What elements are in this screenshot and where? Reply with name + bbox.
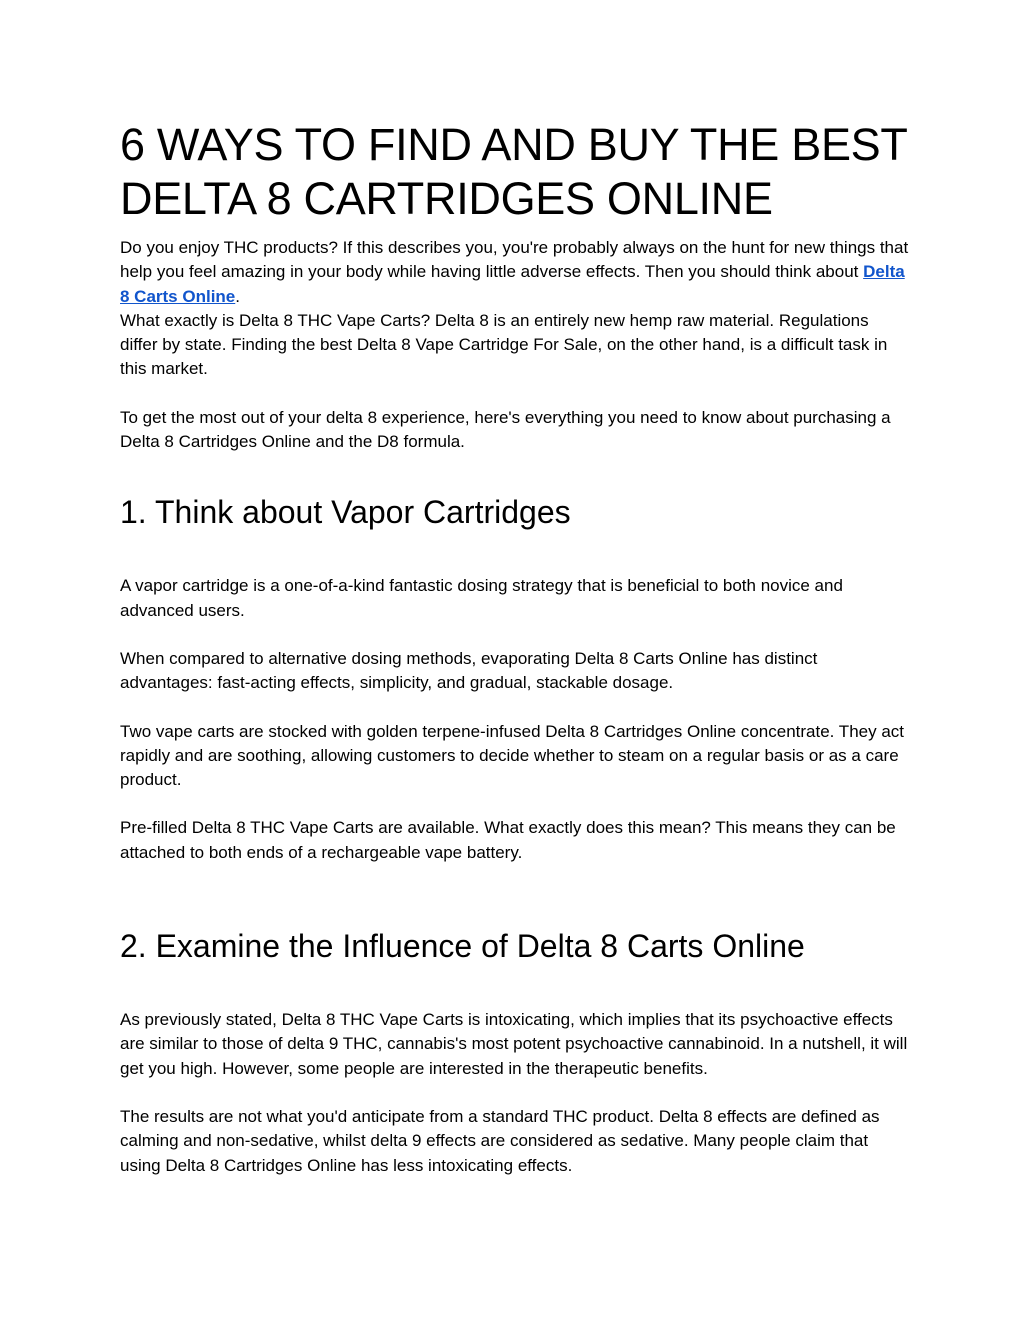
delta-8-carts-online-link[interactable]: Delta 8 Carts Online	[120, 262, 905, 306]
document-title: 6 WAYS TO FIND AND BUY THE BEST DELTA 8 CARTRIDGES ONLINE	[120, 119, 907, 224]
intro-text: Do you enjoy THC products? If this describes you, you're probably always on the hunt for new things that help you feel amazing in your body while having little adverse effects. Then you should think about	[120, 238, 909, 282]
section-1-paragraph: Two vape carts are stocked with golden terpene-infused Delta 8 Cartridges Online concentrate. They act rapidly and are soothing, allowing customers to decide whether to steam on a regular basis or as a care product.	[120, 721, 905, 790]
document-page	[120, 118, 910, 1178]
intro-paragraph-3: To get the most out of your delta 8 experience, here's everything you need to know about purchasing a Delta 8 Cartridges Online and the D8 formula.	[120, 407, 891, 452]
section-1-paragraph: When compared to alternative dosing methods, evaporating Delta 8 Carts Online has distinct advantages: fast-acting effects, simplicity, and gradual, stackable dosage.	[120, 648, 818, 693]
intro-paragraph-1	[120, 236, 910, 309]
section-1-heading: 1. Think about Vapor Cartridges	[120, 494, 571, 531]
section-1-paragraph: Pre-filled Delta 8 THC Vape Carts are available. What exactly does this mean? This means they can be attached to both ends of a rechargeable vape battery.	[120, 818, 896, 862]
section-2-heading: 2. Examine the Influence of Delta 8 Carts Online	[120, 928, 805, 965]
section-1-paragraph: A vapor cartridge is a one-of-a-kind fantastic dosing strategy that is beneficial to both novice and advanced users.	[120, 576, 843, 620]
paragraph-spacer	[120, 623, 910, 647]
paragraph-spacer	[120, 382, 910, 406]
section-2-paragraph: The results are not what you'd anticipate from a standard THC product. Delta 8 effects are defined as calming and non-sedative, whilst delta 9 effects are considered as sedative. Many people claim that using Delta 8 Cartridges Online has less intoxicating effects.	[120, 1106, 880, 1175]
section-2-paragraph: As previously stated, Delta 8 THC Vape Carts is intoxicating, which implies that its psychoactive effects are similar to those of delta 9 THC, cannabis's most potent psychoactive cannabinoid. In a nutshell, it will get you high. However, some people are interested in the therapeutic benefits.	[120, 1010, 908, 1078]
heading-spacer	[120, 532, 910, 574]
paragraph-spacer	[120, 696, 910, 720]
heading-spacer	[120, 966, 910, 1008]
paragraph-spacer	[120, 1081, 910, 1105]
intro-period: .	[235, 286, 240, 306]
intro-paragraph-2: What exactly is Delta 8 THC Vape Carts? Delta 8 is an entirely new hemp raw material. Regulations differ by state. Finding the best Delta 8 Vape Cartridge For Sale, on the other hand, is a difficult task in this market.	[120, 310, 888, 379]
paragraph-spacer	[120, 792, 910, 816]
